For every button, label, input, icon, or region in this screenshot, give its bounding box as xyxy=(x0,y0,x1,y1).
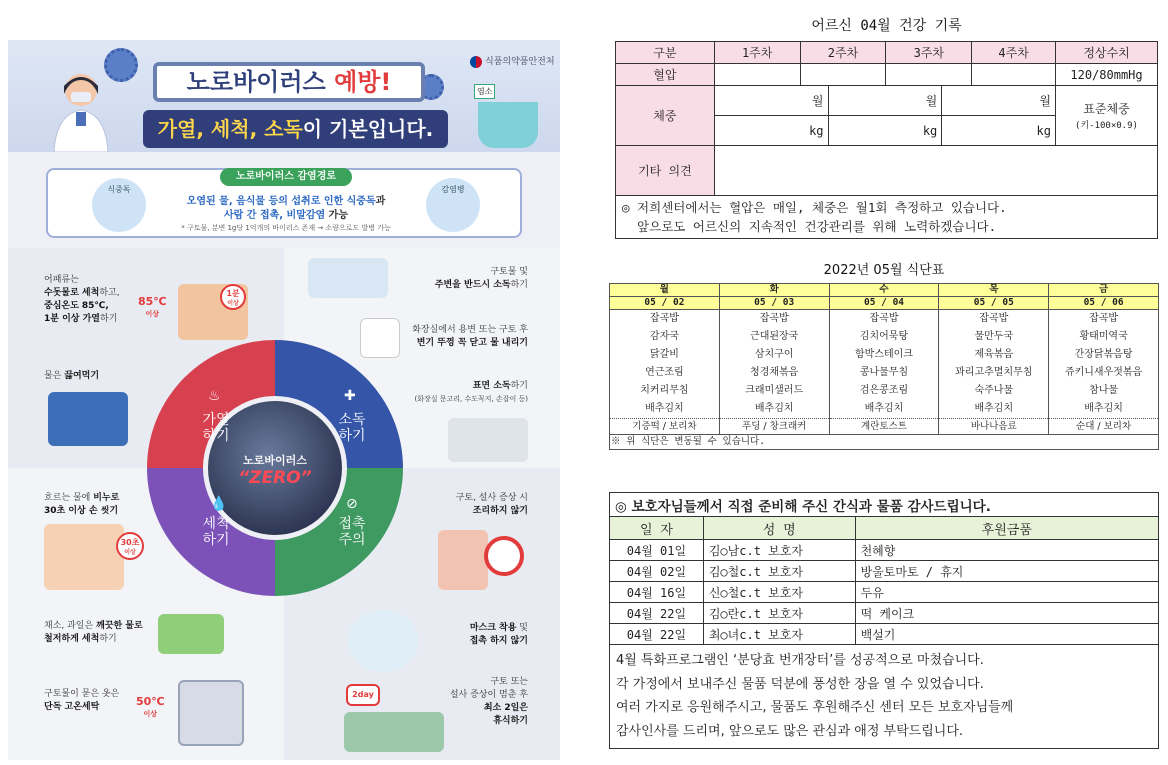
time-badge: 1분 이상 xyxy=(220,284,246,310)
thanks-name: 김○란c.t 보호자 xyxy=(703,603,855,624)
day-thu: 목 xyxy=(939,284,1049,297)
snack-wed: 계란토스트 xyxy=(829,419,939,435)
menu-item: 잡곡밥 xyxy=(610,310,720,329)
zero-line-2: “ZERO” xyxy=(238,468,312,488)
menu-item: 배추김치 xyxy=(939,400,1049,419)
menu-item: 함박스테이크 xyxy=(829,346,939,364)
bp-week-2 xyxy=(800,64,886,86)
bp-week-1 xyxy=(714,64,800,86)
bp-normal: 120/80mmHg xyxy=(1056,64,1158,86)
thanks-table xyxy=(609,492,1159,749)
thanks-name: 김○철c.t 보호자 xyxy=(703,561,855,582)
health-title: 어르신 04월 건강 기록 xyxy=(811,18,962,34)
weight-kg-1: kg xyxy=(714,116,828,146)
other-label: 기타 의견 xyxy=(616,146,715,196)
menu-table xyxy=(609,283,1159,450)
sick-person-illustration xyxy=(438,530,488,590)
bp-week-3 xyxy=(886,64,972,86)
health-table xyxy=(615,41,1158,239)
date-wed: 05 / 04 xyxy=(829,297,939,310)
thanks-item: 방울토마토 / 휴지 xyxy=(855,561,1158,582)
bucket-icon xyxy=(477,87,538,148)
bp-week-4 xyxy=(972,64,1056,86)
menu-item: 김치어묵탕 xyxy=(829,328,939,346)
menu-item: 잡곡밥 xyxy=(829,310,939,329)
date-tue: 05 / 03 xyxy=(719,297,829,310)
tip-toilet-lid: 화장실에서 용변 또는 구토 후 변기 뚜껑 꼭 닫고 물 내리기 xyxy=(412,325,528,348)
snack-tue: 푸딩 / 창크래커 xyxy=(719,419,829,435)
thanks-date: 04월 22일 xyxy=(610,603,704,624)
wheel-heat: 가열 하기 xyxy=(202,412,230,444)
date-fri: 05 / 06 xyxy=(1049,297,1159,310)
std-weight: 표준체중 (키-100×0.9) xyxy=(1056,86,1158,146)
menu-warning: ※ 위 식단은 변동될 수 있습니다. xyxy=(610,435,1159,450)
menu-item: 연근조림 xyxy=(610,364,720,382)
date-mon: 05 / 02 xyxy=(610,297,720,310)
menu-item: 간장닭볶음탕 xyxy=(1049,346,1159,364)
virus-icon xyxy=(104,48,138,82)
col-date: 일 자 xyxy=(610,517,704,540)
week-1: 1주차 xyxy=(714,42,800,64)
menu-title: 2022년 05월 식단표 xyxy=(823,263,945,278)
bucket-label: 염소 xyxy=(474,84,495,99)
thanks-date: 04월 02일 xyxy=(610,561,704,582)
handwash-illustration xyxy=(44,524,124,590)
washer-illustration xyxy=(178,680,244,746)
col-label: 구분 xyxy=(616,42,715,64)
menu-item: 황태미역국 xyxy=(1049,328,1159,346)
tip-handwash: 흐르는 물에 비누로 30초 이상 손 씻기 xyxy=(44,493,120,516)
weight-month-2: 월 xyxy=(828,86,942,116)
poster-title-1: 노로바이러스 예방! xyxy=(153,62,425,102)
week-4: 4주차 xyxy=(972,42,1056,64)
menu-item: 청경채볶음 xyxy=(719,364,829,382)
normal-label: 정상수치 xyxy=(1056,42,1158,64)
poster-title-2: 가열, 세척, 소독이 기본입니다. xyxy=(143,110,448,148)
tip-mask: 마스크 착용 및 접촉 하지 않기 xyxy=(469,623,528,646)
menu-item: 근대된장국 xyxy=(719,328,829,346)
30sec-badge: 30초 이상 xyxy=(116,532,144,560)
wheel-disinfect: 소독 하기 xyxy=(338,412,366,444)
wheel-wash: 세척 하기 xyxy=(202,516,230,548)
menu-item: 참나물 xyxy=(1049,382,1159,400)
snack-mon: 기증떡 / 보리차 xyxy=(610,419,720,435)
other-value xyxy=(714,146,1157,196)
menu-item: 치커리무침 xyxy=(610,382,720,400)
tip-laundry: 구토물이 묻은 옷은 단독 고온세탁 xyxy=(44,689,120,712)
weight-label: 체중 xyxy=(616,86,715,146)
fire-icon: ♨ xyxy=(208,388,221,404)
menu-item: 크래미샐러드 xyxy=(719,382,829,400)
route-line-1: 오염된 물, 음식물 등의 섭취로 인한 식중독과 xyxy=(186,196,386,207)
col-name: 성 명 xyxy=(703,517,855,540)
tip-rest: 구토 또는 설사 증상이 멈춘 후 최소 2일은 휴식하기 xyxy=(449,677,528,726)
menu-item: 쥬키니새우젓볶음 xyxy=(1049,364,1159,382)
health-note: ◎ 저희센터에서는 혈압은 매일, 체중은 월1회 측정하고 있습니다. 앞으로도 어르신의 지속적인 건강관리를 위해 노력하겠습니다. xyxy=(616,196,1158,239)
menu-item: 배추김치 xyxy=(1049,400,1159,419)
menu-item: 숙주나물 xyxy=(939,382,1049,400)
temp-badge: 85℃ 이상 xyxy=(138,295,167,318)
50deg-badge: 50℃ 이상 xyxy=(136,695,165,718)
calendar-icon: 2day xyxy=(346,684,380,706)
day-fri: 금 xyxy=(1049,284,1159,297)
tip-no-cooking: 구토, 설사 증상 시 조리하지 않기 xyxy=(455,493,528,516)
cleaning-illustration xyxy=(308,258,388,298)
snack-thu: 바나나음료 xyxy=(939,419,1049,435)
infection-route-box xyxy=(46,168,522,238)
tip-vegetables: 채소, 과일은 깨끗한 물로 철저하게 세척하기 xyxy=(44,621,143,644)
weight-kg-2: kg xyxy=(828,116,942,146)
menu-item: 배추김치 xyxy=(610,400,720,419)
sink-illustration xyxy=(448,418,528,462)
thanks-item: 두유 xyxy=(855,582,1158,603)
thanks-item: 떡 케이크 xyxy=(855,603,1158,624)
day-wed: 수 xyxy=(829,284,939,297)
route-line-2: 사람 간 접촉, 비말감염 가능 xyxy=(224,210,348,221)
menu-item: 잡곡밥 xyxy=(1049,310,1159,329)
thanks-name: 김○남c.t 보호자 xyxy=(703,540,855,561)
thanks-message: 4월 특화프로그램인 ‘분당효 번개장터’를 성공적으로 마쳤습니다. 각 가정에서 보내주신 물품 덕분에 풍성한 장을 열 수 있었습니다. 여러 가지로 응원해주시고, 물품도 후원해주신 센터 모든 보호자님들께 감사인사를 드리며, 앞으로도 많은 관심과 애정 부탁드립니다. xyxy=(610,645,1159,749)
tip-vomit-disinfect: 구토물 및 주변을 반드시 소독하기 xyxy=(434,267,528,290)
day-mon: 월 xyxy=(610,284,720,297)
taegeuk-icon xyxy=(470,56,482,68)
infection-circle: 감염병 xyxy=(426,178,480,232)
thanks-date: 04월 16일 xyxy=(610,582,704,603)
menu-item: 닭갈비 xyxy=(610,346,720,364)
menu-item: 삼치구이 xyxy=(719,346,829,364)
thanks-item: 백설기 xyxy=(855,624,1158,645)
week-2: 2주차 xyxy=(800,42,886,64)
wheel-contact: 접촉 주의 xyxy=(338,516,366,548)
menu-item: 검은콩조림 xyxy=(829,382,939,400)
zero-line-1: 노로바이러스 xyxy=(243,454,307,467)
weight-month-3: 월 xyxy=(942,86,1056,116)
day-tue: 화 xyxy=(719,284,829,297)
no-cooking-icon xyxy=(484,536,524,576)
weight-month-1: 월 xyxy=(714,86,828,116)
menu-item: 잡곡밥 xyxy=(719,310,829,329)
toilet-illustration xyxy=(360,318,400,358)
week-3: 3주차 xyxy=(886,42,972,64)
snack-fri: 순대 / 보리차 xyxy=(1049,419,1159,435)
vegetables-illustration xyxy=(158,614,224,654)
prohibit-icon: ⊘ xyxy=(346,496,358,512)
gov-logo: 식품의약품안전처 xyxy=(470,54,555,68)
tip-surface: 표면 소독하기 (화장실 문고리, 수도꼭지, 손잡이 등) xyxy=(414,381,528,403)
bp-label: 혈압 xyxy=(616,64,715,86)
thanks-name: 신○철c.t 보호자 xyxy=(703,582,855,603)
thanks-name: 최○녀c.t 보호자 xyxy=(703,624,855,645)
spray-icon: ✚ xyxy=(344,388,356,404)
foodborne-circle: 식중독 xyxy=(92,178,146,232)
thanks-date: 04월 01일 xyxy=(610,540,704,561)
weight-kg-3: kg xyxy=(942,116,1056,146)
doctor-illustration xyxy=(46,68,116,152)
route-note: * 구토물, 분변 1g당 1억개의 바이러스 존재 → 소량으로도 발병 가능 xyxy=(181,224,391,232)
menu-item: 꽈리고추멸치무침 xyxy=(939,364,1049,382)
menu-item: 배추김치 xyxy=(829,400,939,419)
menu-item: 제육볶음 xyxy=(939,346,1049,364)
col-item: 후원금품 xyxy=(855,517,1158,540)
menu-item: 물만두국 xyxy=(939,328,1049,346)
thanks-item: 천혜향 xyxy=(855,540,1158,561)
tip-boil-water: 물은 끓여먹기 xyxy=(44,371,100,381)
date-thu: 05 / 05 xyxy=(939,297,1049,310)
menu-item: 콩나물무침 xyxy=(829,364,939,382)
water-drop-icon: 💧 xyxy=(210,496,228,512)
thanks-date: 04월 22일 xyxy=(610,624,704,645)
menu-item: 잡곡밥 xyxy=(939,310,1049,329)
menu-item: 배추김치 xyxy=(719,400,829,419)
thanks-title: ◎ 보호자님들께서 직접 준비해 주신 간식과 물품 감사드립니다. xyxy=(610,493,1159,517)
kettle-illustration xyxy=(48,392,128,446)
route-title: 노로바이러스 감염경로 xyxy=(220,168,352,186)
tip-shellfish: 어패류는 수돗물로 세척하고, 중심온도 85℃, 1분 이상 가열하기 xyxy=(44,275,120,324)
menu-item: 감자국 xyxy=(610,328,720,346)
